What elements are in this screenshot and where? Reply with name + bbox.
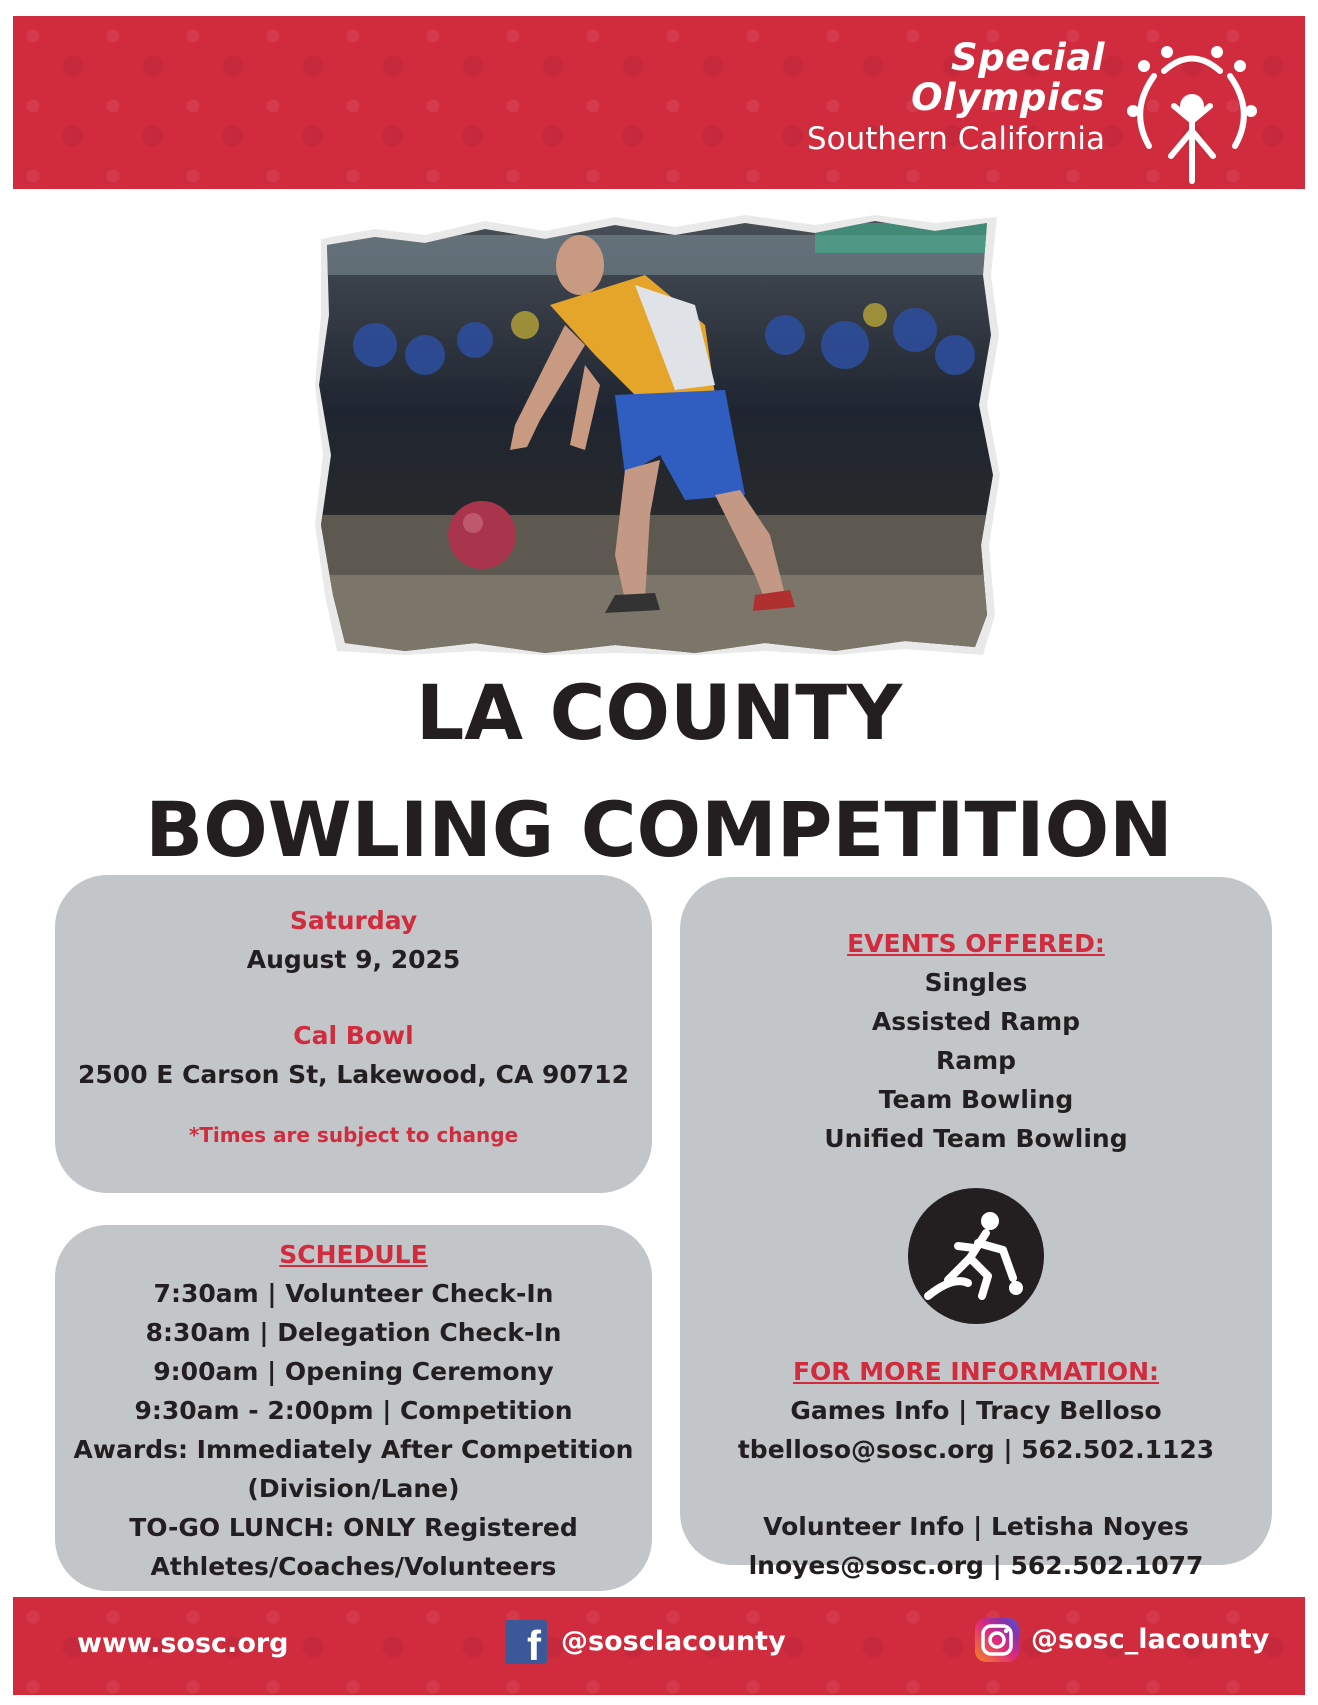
page-title-line-2: BOWLING COMPETITION [145, 785, 1173, 874]
schedule-item: 9:00am | Opening Ceremony [153, 1357, 554, 1386]
event-item: Unified Team Bowling [824, 1124, 1128, 1153]
schedule-item: 9:30am - 2:00pm | Competition [134, 1396, 573, 1425]
events-heading: EVENTS OFFERED: [847, 929, 1105, 958]
times-note: *Times are subject to change [188, 1123, 519, 1147]
facebook-handle: @sosclacounty [561, 1626, 786, 1657]
schedule-item: 8:30am | Delegation Check-In [145, 1318, 562, 1347]
brand-line-3: Southern California [806, 121, 1105, 157]
bowling-icon [908, 1188, 1044, 1324]
schedule-item: 7:30am | Volunteer Check-In [153, 1279, 554, 1308]
schedule-item: Awards: Immediately After Competition [73, 1435, 634, 1464]
event-item: Assisted Ramp [871, 1007, 1081, 1036]
info-heading: FOR MORE INFORMATION: [792, 1357, 1160, 1386]
bowler-photo [315, 215, 1000, 655]
schedule-item: (Division/Lane) [247, 1474, 460, 1503]
brand-wordmark [807, 38, 1105, 160]
instagram-link[interactable] [975, 1618, 1269, 1662]
event-day: Saturday [289, 906, 418, 935]
brand-line-1: Special [951, 36, 1105, 79]
venue-name: Cal Bowl [293, 1021, 414, 1050]
venue-address: 2500 E Carson St, Lakewood, CA 90712 [78, 1060, 629, 1089]
event-item: Ramp [935, 1046, 1017, 1075]
schedule-panel [55, 1225, 652, 1591]
facebook-icon: f [505, 1620, 547, 1664]
instagram-handle: @sosc_lacounty [1031, 1624, 1270, 1655]
games-info-contact[interactable]: tbelloso@sosc.org | 562.502.1123 [737, 1435, 1215, 1464]
event-item: Singles [924, 968, 1028, 997]
instagram-icon [975, 1618, 1019, 1662]
brand-line-2: Olympics [911, 76, 1105, 119]
event-date: August 9, 2025 [246, 945, 461, 974]
event-item: Team Bowling [878, 1085, 1074, 1114]
page-title-line-1: LA COUNTY [415, 668, 903, 757]
date-location-panel [55, 875, 652, 1193]
schedule-item: Athletes/Coaches/Volunteers [150, 1552, 557, 1581]
header-banner [13, 16, 1305, 189]
volunteer-info-label: Volunteer Info | Letisha Noyes [763, 1512, 1189, 1541]
website-link[interactable]: www.sosc.org [77, 1628, 289, 1659]
events-info-panel [680, 877, 1272, 1580]
facebook-link[interactable] [505, 1620, 786, 1669]
special-olympics-logo-icon [1119, 36, 1265, 186]
schedule-heading: SCHEDULE [279, 1240, 428, 1269]
schedule-item: TO-GO LUNCH: ONLY Registered [129, 1513, 578, 1542]
volunteer-info-contact[interactable]: lnoyes@sosc.org | 562.502.1077 [748, 1551, 1204, 1580]
games-info-label: Games Info | Tracy Belloso [790, 1396, 1162, 1425]
